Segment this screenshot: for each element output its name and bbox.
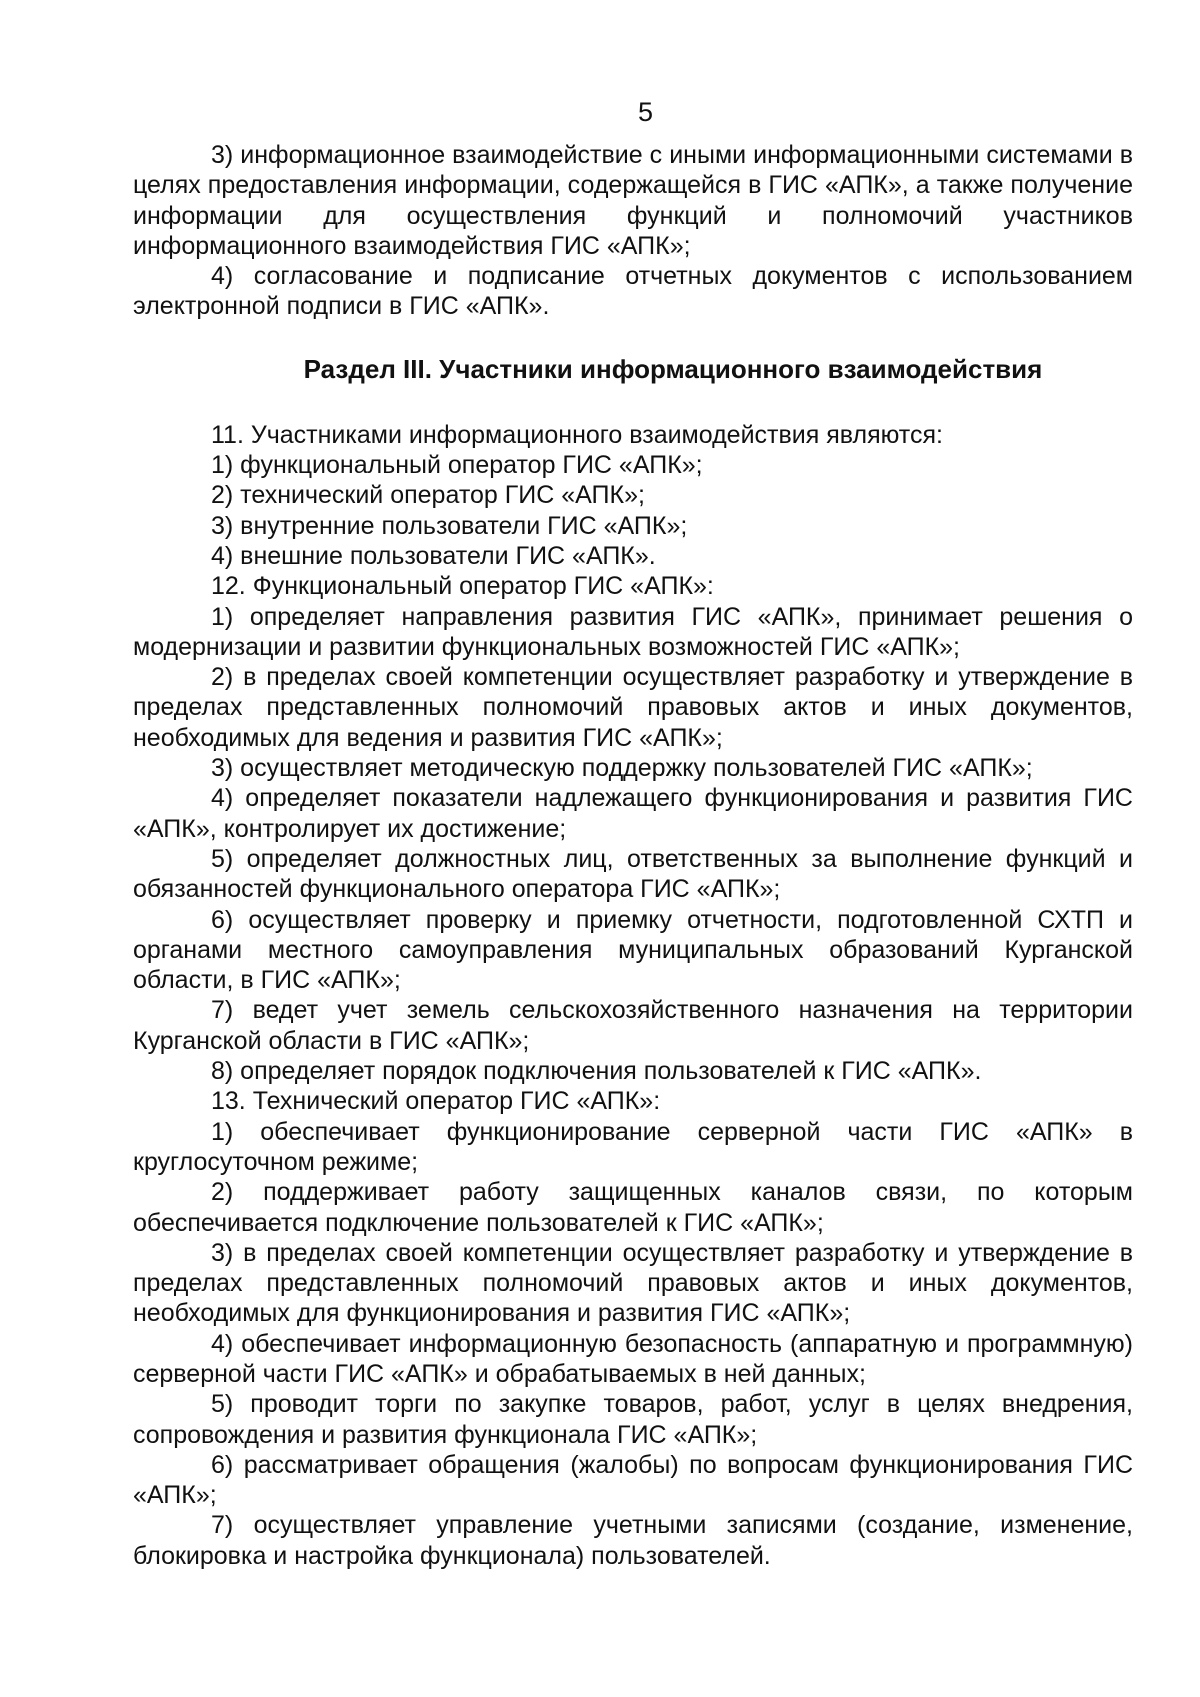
page-number: 5: [637, 97, 654, 127]
section-heading: Раздел III. Участники информационного взаимодействия: [303, 353, 1043, 384]
paragraph: 2) в пределах своей компетенции осуществляет разработку и утверждение в пределах представленных полномочий правовых актов и иных документов, необходимых для ведения и развития ГИС «АПК»;: [133, 663, 1133, 752]
paragraph: 3) внутренние пользователи ГИС «АПК»;: [211, 511, 688, 540]
paragraphs-after-section: [133, 420, 1133, 1571]
paragraph: 8) определяет порядок подключения пользователей к ГИС «АПК».: [211, 1057, 982, 1086]
paragraph: 11. Участниками информационного взаимодействия являются:: [211, 420, 943, 449]
paragraph: 6) рассматривает обращения (жалобы) по вопросам функционирования ГИС «АПК»;: [133, 1450, 1133, 1510]
paragraph: 3) в пределах своей компетенции осуществляет разработку и утверждение в пределах представленных полномочий правовых актов и иных документов, необходимых для функционирования и развития ГИС «АПК»;: [133, 1238, 1133, 1328]
paragraph: 3) осуществляет методическую поддержку пользователей ГИС «АПК»;: [211, 754, 1033, 783]
paragraph: 4) внешние пользователи ГИС «АПК».: [211, 541, 656, 570]
paragraph: 5) определяет должностных лиц, ответственных за выполнение функций и обязанностей функционального оператора ГИС «АПК»;: [133, 844, 1133, 904]
paragraphs-before-section: [133, 140, 1133, 322]
paragraph: 13. Технический оператор ГИС «АПК»:: [211, 1087, 661, 1116]
paragraph: 6) осуществляет проверку и приемку отчетности, подготовленной СХТП и органами местного самоуправления муниципальных образований Курганской области, в ГИС «АПК»;: [133, 905, 1133, 995]
paragraph: 5) проводит торги по закупке товаров, работ, услуг в целях внедрения, сопровождения и развития функционала ГИС «АПК»;: [133, 1390, 1133, 1449]
paragraph: 3) информационное взаимодействие с иными информационными системами в целях предоставления информации, содержащейся в ГИС «АПК», а также получение информации для осуществления функций и полномочий участников информационного взаимодействия ГИС «АПК»;: [133, 141, 1133, 260]
paragraph: 1) функциональный оператор ГИС «АПК»;: [211, 451, 703, 480]
paragraph: 4) согласование и подписание отчетных документов с использованием электронной подписи в ГИС «АПК».: [133, 262, 1133, 321]
paragraph: 1) определяет направления развития ГИС «АПК», принимает решения о модернизации и развитии функциональных возможностей ГИС «АПК»;: [133, 602, 1133, 661]
paragraph: 4) обеспечивает информационную безопасность (аппаратную и программную) серверной части ГИС «АПК» и обрабатываемых в ней данных;: [133, 1329, 1133, 1388]
paragraph: 7) ведет учет земель сельскохозяйственного назначения на территории Курганской области в ГИС «АПК»;: [133, 996, 1133, 1055]
paragraph: 7) осуществляет управление учетными записями (создание, изменение, блокировка и настройка функционала) пользователей.: [133, 1511, 1133, 1570]
paragraph: 2) поддерживает работу защищенных каналов связи, по которым обеспечивается подключение пользователей к ГИС «АПК»;: [133, 1178, 1133, 1237]
paragraph: 1) обеспечивает функционирование серверной части ГИС «АПК» в круглосуточном режиме;: [133, 1117, 1133, 1176]
document-page: [133, 88, 1133, 1571]
paragraph: 12. Функциональный оператор ГИС «АПК»:: [211, 572, 714, 601]
paragraph: 4) определяет показатели надлежащего функционирования и развития ГИС «АПК», контролирует их достижение;: [133, 784, 1133, 843]
paragraph: 2) технический оператор ГИС «АПК»;: [211, 481, 645, 510]
